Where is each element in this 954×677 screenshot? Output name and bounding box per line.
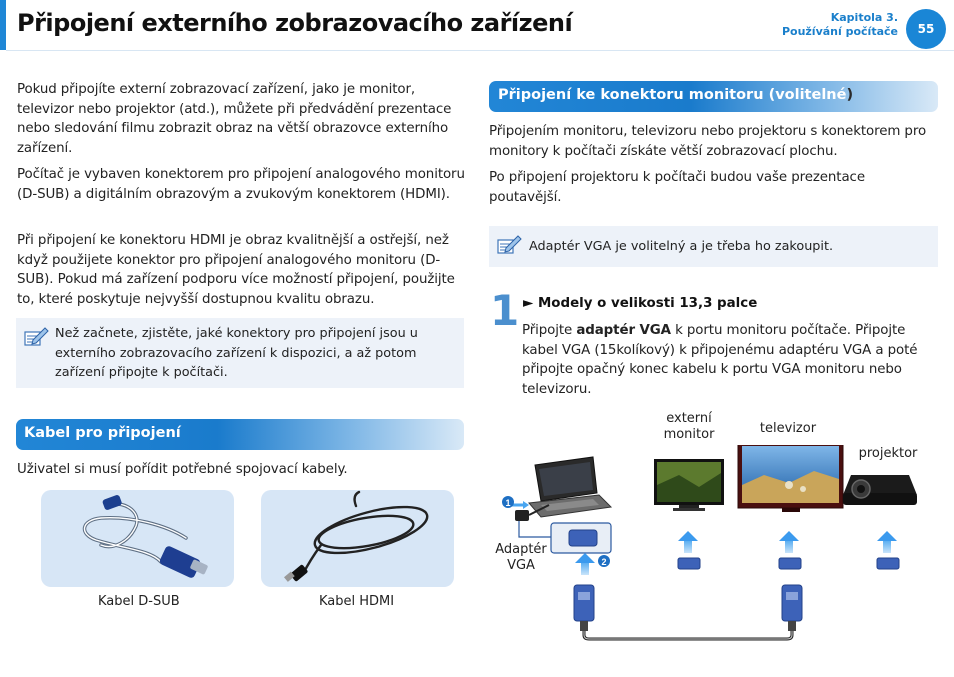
section-header-monitor (489, 81, 938, 112)
label-external-monitor-line2: monitor (663, 427, 715, 442)
section-title-monitor (498, 87, 853, 103)
step-heading: ► Modely o velikosti 13,3 palce (523, 296, 758, 311)
arrow-projector (877, 531, 897, 553)
note-pencil-icon (23, 326, 49, 348)
section-title-monitor-main: Připojení ke konektoru monitoru (volitelné (498, 87, 847, 103)
header-accent-bar (0, 0, 6, 50)
label-external-monitor-line1: externí (666, 411, 712, 426)
step-text-bold: adaptér VGA (576, 323, 671, 338)
dsub-cable-panel (41, 490, 234, 587)
step-number: 1 (490, 286, 520, 335)
connectors-paragraph: Počítač je vybaven konektorem pro připojení analogového monitoru (D-SUB) a digitálním obrazovým a zvukovým konektorem (HDMI). (17, 167, 465, 202)
chapter-name: Používání počítače (781, 25, 898, 38)
note-text: Než začnete, zjistěte, jaké konektory pro připojení jsou u externího zobrazovacího zařízení k dispozici, a až potom zařízení připojte k počítači. (55, 326, 418, 380)
hdmi-cable-panel (261, 490, 454, 587)
label-tv: televizor (759, 421, 817, 436)
external-monitor-image (654, 459, 724, 511)
connection-diagram (489, 445, 938, 665)
note-pencil-icon (496, 234, 522, 256)
step-text-before: Připojte (522, 323, 577, 338)
vga-plug-right (782, 585, 802, 631)
arrow-tv (779, 531, 799, 553)
arrow-monitor (678, 531, 698, 553)
note-box (16, 318, 464, 388)
chapter-number: Kapitola 3. (830, 11, 898, 24)
hdmi-cable-image (261, 490, 454, 587)
vga-plug-left (574, 585, 594, 631)
hdmi-cable-caption: Kabel HDMI (319, 594, 395, 609)
intro-paragraph: Pokud připojíte externí zobrazovací zařízení, jako je monitor, televizor nebo projektor (atd.), můžete při předvádění prezentace nebo sledování filmu zobrazit obraz na větší obrazovce externího zařízení. (17, 82, 452, 156)
header-divider (6, 50, 954, 51)
monitor-intro-paragraph: Připojením monitoru, televizoru nebo projektoru s konektorem pro monitory k počítači získáte větší zobrazovací plochu. (489, 124, 927, 159)
note-text-vga: Adaptér VGA je volitelný a je třeba ho zakoupit. (529, 239, 834, 254)
section-title-cables: Kabel pro připojení (24, 425, 181, 441)
note-box-vga (489, 226, 938, 267)
label-vga-adapter-line1: Adaptér (495, 542, 547, 557)
cables-text: Uživatel si musí pořídit potřebné spojovací kabely. (17, 462, 348, 477)
step-text-after: k portu monitoru počítače. Připojte kabel VGA (15kolíkový) k připojenému adaptéru VGA a poté připojte opačný konec kabelu k portu VGA monitoru nebo televizoru. (522, 323, 918, 397)
label-vga-adapter-line2: VGA (507, 558, 535, 573)
section-header-cables (16, 419, 464, 450)
svg-text:1: 1 (505, 498, 511, 508)
svg-text:2: 2 (601, 557, 607, 567)
label-projector: projektor (858, 446, 918, 461)
hdmi-quality-paragraph: Při připojení ke konektoru HDMI je obraz kvalitnější a ostřejší, než když použijete konektor pro připojení analogového monitoru (D-SUB). Pokud má zařízení podporu více možností připojení, použijte to, které poskytuje nejvyšší dostupnou kvalitu obrazu. (17, 233, 455, 307)
step-text (522, 321, 934, 399)
label-external-monitor (654, 411, 724, 443)
page-title: Připojení externího zobrazovacího zařízení (17, 9, 573, 37)
dsub-cable-image (41, 490, 234, 587)
chapter-label (782, 11, 898, 39)
projector-paragraph: Po připojení projektoru k počítači budou vaše prezentace poutavější. (489, 170, 865, 205)
page-number-badge: 55 (906, 9, 946, 49)
section-title-monitor-paren: ) (846, 87, 854, 103)
dsub-cable-caption: Kabel D-SUB (98, 594, 180, 609)
projector-image (843, 475, 917, 505)
tv-image (738, 445, 843, 512)
